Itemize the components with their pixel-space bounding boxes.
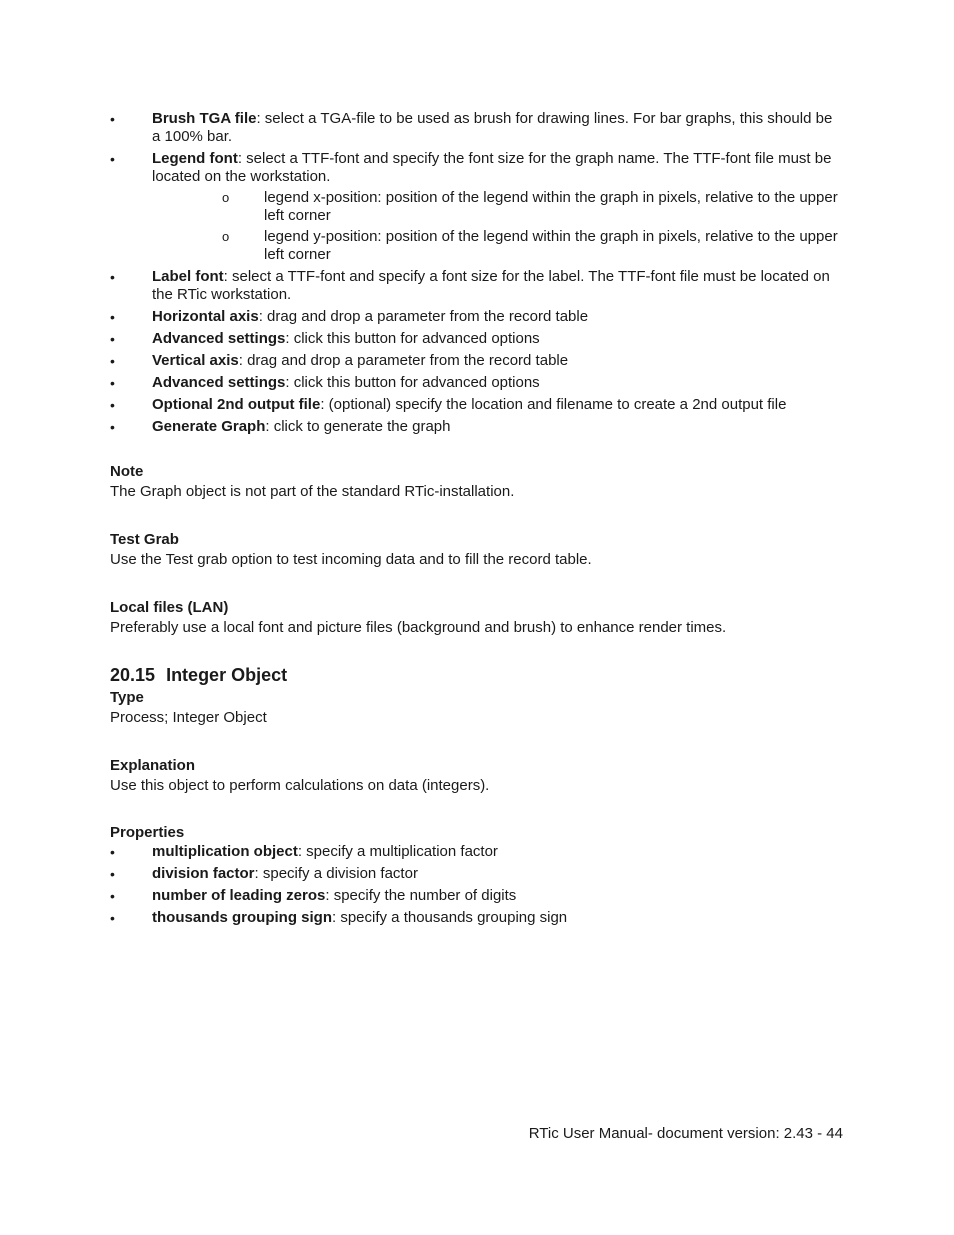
note-section (110, 462, 843, 502)
explanation-heading: Explanation (110, 757, 196, 774)
item-text: : click this button for advanced options (285, 374, 540, 391)
item-text: : select a TTF-font and specify the font size for the graph name. The TTF-font file must be located on the workstation. (152, 150, 832, 185)
explanation-section (110, 756, 843, 796)
item-term: multiplication object (152, 843, 298, 860)
list-item (110, 352, 843, 370)
section-number: 20.15 (110, 665, 156, 685)
sub-list-item: o legend x-position: position of the legend within the graph in pixels, relative to the upper left corner (222, 189, 843, 225)
list-item (110, 110, 843, 146)
item-text: : specify a division factor (254, 865, 418, 882)
item-term: Brush TGA file (152, 110, 257, 127)
item-text: : specify the number of digits (325, 887, 517, 904)
item-term: Optional 2nd output file (152, 396, 321, 413)
properties-heading: Properties (110, 824, 185, 841)
item-text: : click this button for advanced options (285, 330, 540, 347)
note-text: The Graph object is not part of the standard RTic-installation. (110, 483, 515, 500)
item-term: Advanced settings (152, 374, 286, 391)
item-text: : drag and drop a parameter from the record table (258, 308, 589, 325)
item-term: thousands grouping sign (152, 909, 332, 926)
local-files-text: Preferably use a local font and picture files (background and brush) to enhance render times. (110, 619, 727, 636)
graph-properties-list (110, 110, 843, 436)
list-item (110, 865, 843, 883)
list-item (110, 374, 843, 392)
item-term: division factor (152, 865, 255, 882)
test-grab-heading: Test Grab (110, 531, 179, 548)
list-item (110, 909, 843, 927)
note-heading: Note (110, 463, 144, 480)
item-term: Advanced settings (152, 330, 286, 347)
item-text: : drag and drop a parameter from the record table (238, 352, 569, 369)
legend-sub-list (152, 189, 843, 264)
list-item (110, 418, 843, 436)
list-item (110, 843, 843, 861)
page-footer: RTic User Manual- document version: 2.43 - 44 (528, 1125, 843, 1142)
type-section (110, 688, 843, 728)
item-text: : select a TTF-font and specify a font size for the label. The TTF-font file must be located on the RTic workstation. (152, 268, 830, 303)
properties-section (110, 823, 843, 927)
list-item (110, 330, 843, 348)
section-title-text: Integer Object (166, 665, 288, 685)
item-text: : specify a multiplication factor (297, 843, 498, 860)
item-term: Vertical axis (152, 352, 239, 369)
list-item (110, 887, 843, 905)
type-heading: Type (110, 689, 144, 706)
item-term: Legend font (152, 150, 238, 167)
section-title (110, 664, 843, 686)
integer-properties-list (110, 843, 843, 927)
item-term: Label font (152, 268, 224, 285)
item-term: number of leading zeros (152, 887, 326, 904)
item-text: : select a TGA-file to be used as brush for drawing lines. For bar graphs, this should be a 100% bar. (152, 110, 833, 145)
item-term: Generate Graph (152, 418, 266, 435)
local-files-section (110, 598, 843, 638)
list-item (110, 268, 843, 304)
item-term: Horizontal axis (152, 308, 259, 325)
item-text: : click to generate the graph (265, 418, 451, 435)
explanation-text: Use this object to perform calculations on data (integers). (110, 777, 490, 794)
local-files-heading: Local files (LAN) (110, 599, 229, 616)
item-text: : (optional) specify the location and filename to create a 2nd output file (320, 396, 787, 413)
item-text: : specify a thousands grouping sign (332, 909, 568, 926)
list-item (110, 150, 843, 264)
test-grab-section (110, 530, 843, 570)
document-page (110, 110, 843, 931)
test-grab-text: Use the Test grab option to test incoming data and to fill the record table. (110, 551, 592, 568)
sub-list-item: o legend y-position: position of the legend within the graph in pixels, relative to the upper left corner (222, 228, 843, 264)
list-item (110, 396, 843, 414)
list-item (110, 308, 843, 326)
type-text: Process; Integer Object (110, 709, 267, 726)
